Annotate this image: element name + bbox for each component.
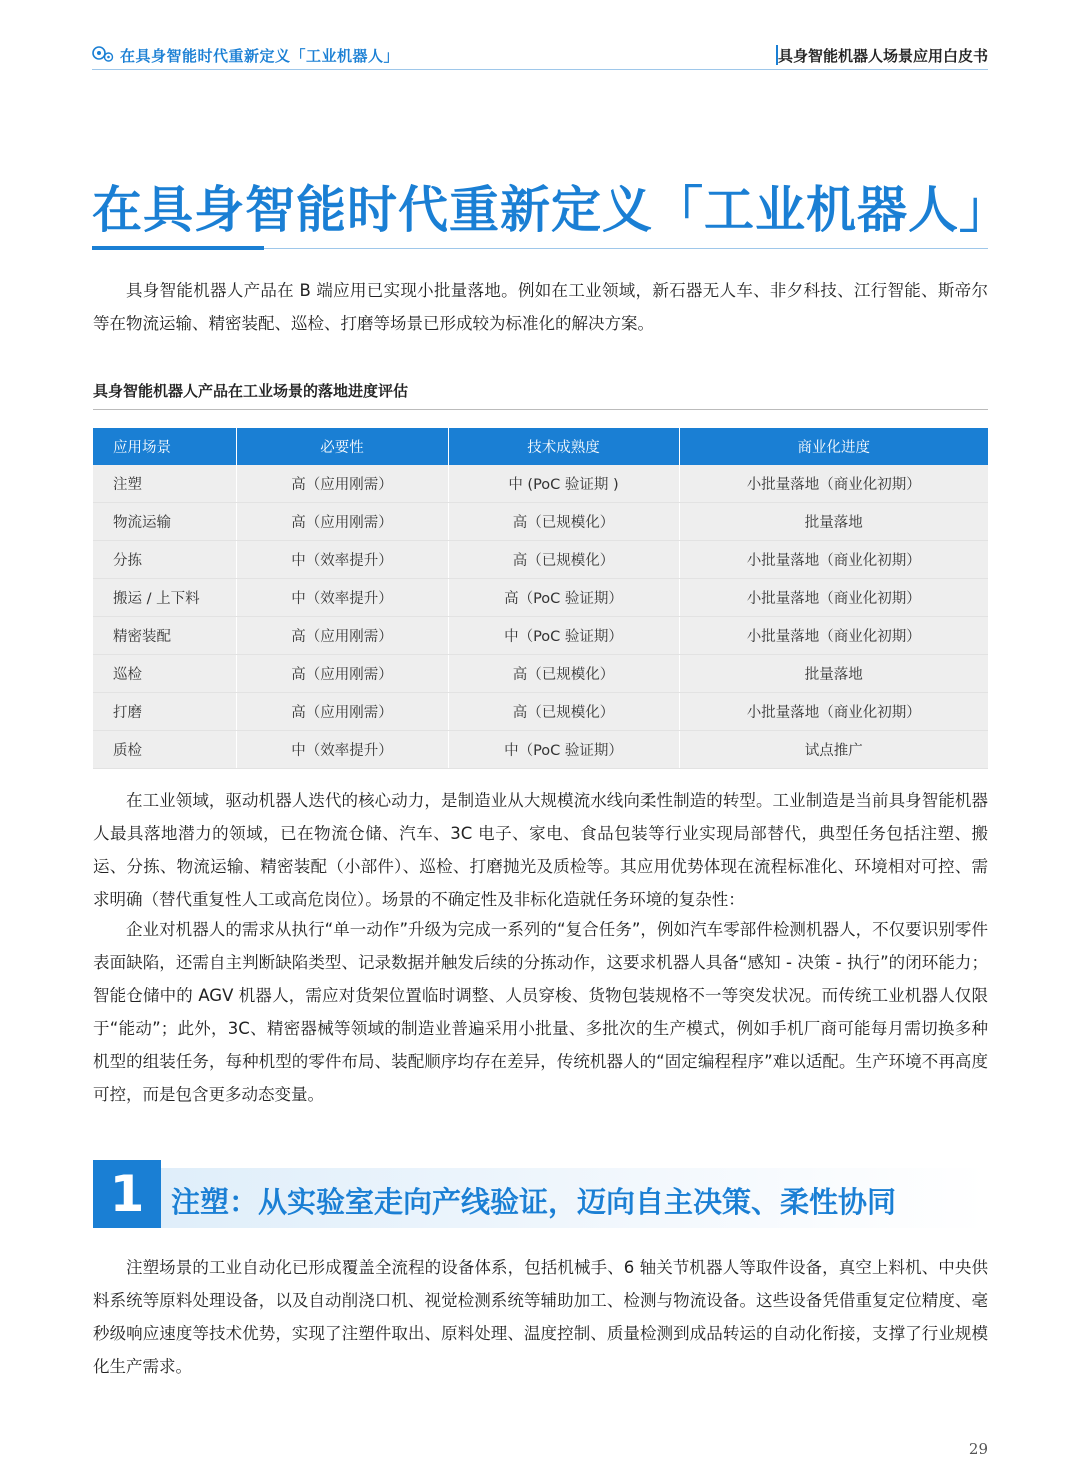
assessment-table — [93, 428, 988, 769]
table-cell: 高（应用刚需） — [236, 655, 448, 693]
table-caption: 具身智能机器人产品在工业场景的落地进度评估 — [93, 382, 409, 400]
table-cell: 高（已规模化） — [448, 503, 679, 541]
table-cell: 高（应用刚需） — [236, 503, 448, 541]
body-paragraph: 在工业领域，驱动机器人迭代的核心动力，是制造业从大规模流水线向柔性制造的转型。工业制造是当前具身智能机器人最具落地潜力的领域，已在物流仓储、汽车、3C 电子、家电、食品包装等行业实现局部替代，典型任务包括注塑、搬运、分拣、物流运输、精密装配（小部件）、巡检、打磨抛光及质检等。其应用优势体现在流程标准化、环境相对可控、需求明确（替代重复性人工或高危岗位）。场景的不确定性及非标化造就任务环境的复杂性： — [93, 791, 988, 909]
table-header-cell: 必要性 — [236, 428, 448, 465]
table-row — [93, 617, 988, 655]
table-cell: 中（效率提升） — [236, 541, 448, 579]
table-cell: 注塑 — [93, 465, 236, 503]
table-cell: 高（已规模化） — [448, 541, 679, 579]
table-cell: 搬运 / 上下料 — [93, 579, 236, 617]
table-cell: 精密装配 — [93, 617, 236, 655]
header-rule — [92, 69, 988, 70]
table-cell: 试点推广 — [679, 731, 988, 769]
table-cell: 高（已规模化） — [448, 655, 679, 693]
table-cell: 小批量落地（商业化初期） — [679, 617, 988, 655]
caption-rule — [93, 409, 988, 410]
table-header-cell: 技术成熟度 — [448, 428, 679, 465]
table-cell: 小批量落地（商业化初期） — [679, 465, 988, 503]
table-row — [93, 503, 988, 541]
header-right-title: 具身智能机器人场景应用白皮书 — [777, 47, 988, 65]
section-title: 注塑：从实验室走向产线验证，迈向自主决策、柔性协同 — [171, 1185, 897, 1219]
table-row — [93, 541, 988, 579]
table-cell: 物流运输 — [93, 503, 236, 541]
table-cell: 中（效率提升） — [236, 579, 448, 617]
table-cell: 中（PoC 验证期） — [448, 617, 679, 655]
table-cell: 小批量落地（商业化初期） — [679, 541, 988, 579]
table-cell: 巡检 — [93, 655, 236, 693]
title-underline-accent — [92, 246, 264, 250]
section-paragraph: 注塑场景的工业自动化已形成覆盖全流程的设备体系，包括机械手、6 轴关节机器人等取件设备，真空上料机、中央供料系统等原料处理设备，以及自动削浇口机、视觉检测系统等辅助加工、检测与物流设备。这些设备凭借重复定位精度、毫秒级响应速度等技术优势，实现了注塑件取出、原料处理、温度控制、质量检测到成品转运的自动化衔接，支撑了行业规模化生产需求。 — [93, 1258, 988, 1376]
table-cell: 高（应用刚需） — [236, 465, 448, 503]
intro-paragraph: 具身智能机器人产品在 B 端应用已实现小批量落地。例如在工业领域，新石器无人车、非夕科技、江行智能、斯帝尔等在物流运输、精密装配、巡检、打磨等场景已形成较为标准化的解决方案。 — [93, 281, 988, 333]
table-cell: 批量落地 — [679, 655, 988, 693]
table-header-row — [93, 428, 988, 465]
robot-brain-icon — [92, 44, 114, 64]
section-number: 1 — [93, 1160, 161, 1228]
header-left-title: 在具身智能时代重新定义「工业机器人」 — [120, 47, 400, 65]
table-header-cell: 应用场景 — [93, 428, 236, 465]
body-paragraph: 企业对机器人的需求从执行“单一动作”升级为完成一系列的“复合任务”，例如汽车零部件检测机器人，不仅要识别零件表面缺陷，还需自主判断缺陷类型、记录数据并触发后续的分拣动作，这要求机器人具备“感知 - 决策 - 执行”的闭环能力；智能仓储中的 AGV 机器人，需应对货架位置临时调整、人员穿梭、货物包装规格不一等突发状况。而传统工业机器人仅限于“能动”；此外，3C、精密器械等领域的制造业普遍采用小批量、多批次的生产模式，例如手机厂商可能每月需切换多种机型的组装任务，每种机型的零件布局、装配顺序均存在差异，传统机器人的“固定编程程序”难以适配。生产环境不再高度可控，而是包含更多动态变量。 — [93, 920, 988, 1104]
table-cell: 小批量落地（商业化初期） — [679, 579, 988, 617]
table-cell: 分拣 — [93, 541, 236, 579]
table-cell: 高（已规模化） — [448, 693, 679, 731]
table-header-cell: 商业化进度 — [679, 428, 988, 465]
table-cell: 批量落地 — [679, 503, 988, 541]
table-cell: 打磨 — [93, 693, 236, 731]
table-cell: 高（PoC 验证期） — [448, 579, 679, 617]
table-row — [93, 731, 988, 769]
table-cell: 质检 — [93, 731, 236, 769]
page-header — [92, 38, 988, 72]
table-row — [93, 465, 988, 503]
table-cell: 高（应用刚需） — [236, 617, 448, 655]
table-cell: 中 (PoC 验证期 ) — [448, 465, 679, 503]
table-row — [93, 655, 988, 693]
page-title: 在具身智能时代重新定义「工业机器人」 — [92, 181, 1010, 239]
table-cell: 高（应用刚需） — [236, 693, 448, 731]
page-number: 29 — [968, 1440, 988, 1458]
table-row — [93, 693, 988, 731]
table-row — [93, 579, 988, 617]
table-cell: 小批量落地（商业化初期） — [679, 693, 988, 731]
table-cell: 中（PoC 验证期） — [448, 731, 679, 769]
table-cell: 中（效率提升） — [236, 731, 448, 769]
